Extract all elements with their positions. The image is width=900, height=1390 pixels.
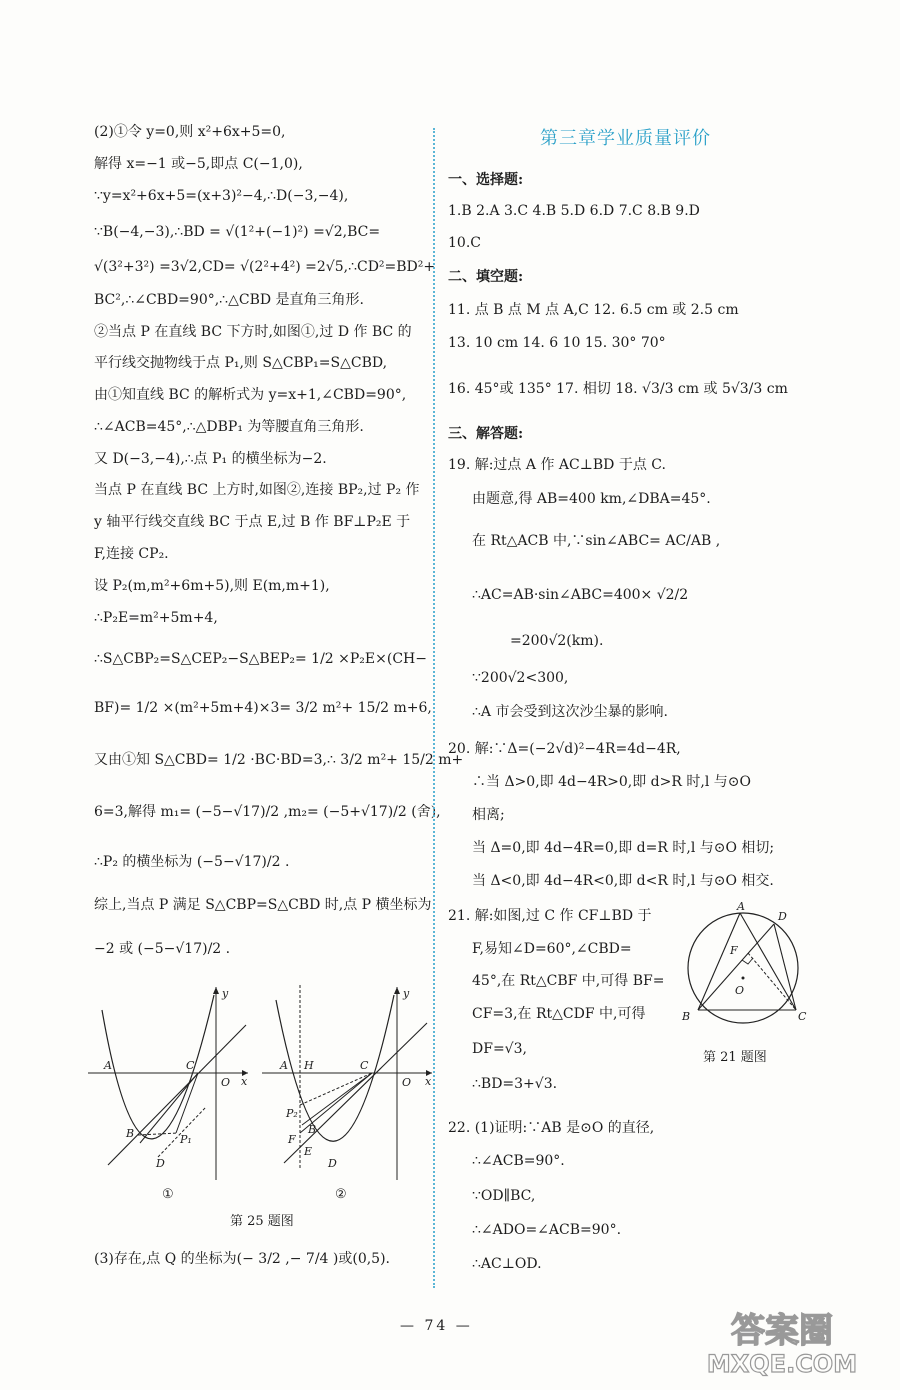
answer-line: 13. 10 cm 14. 6 10 15. 30° 70° (448, 335, 666, 351)
svg-text:P₂: P₂ (286, 1107, 298, 1120)
watermark-text-top: 答案圈 (731, 1311, 833, 1351)
text-line: 相离; (472, 807, 505, 823)
text-line: 又 D(−3,−4),∴点 P₁ 的横坐标为−2. (94, 451, 327, 467)
svg-text:B: B (682, 1010, 691, 1023)
text-line: ∴当 Δ>0,即 4d−4R>0,即 d>R 时,l 与⊙O (472, 774, 751, 790)
text-line: 当 Δ=0,即 4d−4R=0,即 d=R 时,l 与⊙O 相切; (472, 840, 775, 856)
watermark-logo (682, 1300, 882, 1380)
text-line: DF=√3, (472, 1041, 527, 1057)
watermark-text-bottom: MXQE.COM (706, 1350, 858, 1378)
text-line: 综上,当点 P 满足 S△CBP=S△CBD 时,点 P 横坐标为 (94, 897, 432, 913)
text-line: ②当点 P 在直线 BC 下方时,如图①,过 D 作 BC 的 (94, 324, 412, 340)
text-line: ∴∠ACB=45°,∴△DBP₁ 为等腰直角三角形. (94, 419, 364, 435)
svg-text:D: D (328, 1157, 337, 1170)
text-line: ∴P₂E=m²+5m+4, (94, 610, 218, 626)
svg-text:H: H (304, 1059, 314, 1072)
svg-text:E: E (304, 1145, 313, 1158)
answer-line: 10.C (448, 235, 481, 251)
answer-line: 11. 点 B 点 M 点 A,C 12. 6.5 cm 或 2.5 cm (448, 302, 739, 318)
text-line: ∴P₂ 的横坐标为 (−5−√17)/2 . (94, 854, 290, 870)
section-heading: 三、解答题: (448, 426, 524, 442)
parabola-figure-2 (262, 985, 437, 1185)
svg-text:P₁: P₁ (180, 1133, 192, 1146)
text-line: √(3²+3²) =3√2,CD= √(2²+4²) =2√5,∴CD²=BD²+ (94, 259, 436, 275)
text-line: y 轴平行线交直线 BC 于点 E,过 B 作 BF⊥P₂E 于 (94, 514, 411, 530)
text-line: 在 Rt△ACB 中,∵sin∠ABC= AC/AB , (472, 533, 721, 549)
svg-text:D: D (156, 1157, 165, 1170)
svg-text:O: O (221, 1076, 231, 1089)
answer-line: 1.B 2.A 3.C 4.B 5.D 6.D 7.C 8.B 9.D (448, 203, 700, 219)
circle-figure-21 (678, 898, 818, 1038)
text-line: 45°,在 Rt△CBF 中,可得 BF= (472, 973, 665, 989)
column-divider (433, 128, 435, 1288)
svg-text:F: F (288, 1133, 296, 1146)
svg-text:F: F (730, 944, 738, 957)
svg-text:x: x (241, 1075, 248, 1088)
text-line: ∴S△CBP₂=S△CEP₂−S△BEP₂= 1/2 ×P₂E×(CH− (94, 651, 427, 667)
svg-text:O: O (402, 1076, 412, 1089)
text-line: ∴∠ADO=∠ACB=90°. (472, 1222, 622, 1238)
text-line: BF)= 1/2 ×(m²+5m+4)×3= 3/2 m²+ 15/2 m+6, (94, 700, 432, 716)
text-line: 19. 解:过点 A 作 AC⊥BD 于点 C. (448, 457, 666, 473)
svg-text:B: B (126, 1127, 135, 1140)
text-line: F,连接 CP₂. (94, 546, 169, 562)
figure-21-caption: 第 21 题图 (703, 1050, 767, 1065)
text-line: ∵B(−4,−3),∴BD = √(1²+(−1)²) =√2,BC= (94, 224, 381, 240)
text-line: ∵200√2<300, (472, 670, 569, 686)
text-line: =200√2(km). (510, 633, 604, 649)
section-heading: 二、填空题: (448, 269, 524, 285)
answer-line: 16. 45°或 135° 17. 相切 18. √3/3 cm 或 5√3/3 cm (448, 381, 788, 397)
svg-text:C: C (186, 1059, 195, 1072)
text-line: −2 或 (−5−√17)/2 . (94, 941, 231, 957)
svg-text:B: B (308, 1123, 317, 1136)
text-line: CF=3,在 Rt△CDF 中,可得 (472, 1006, 646, 1022)
section-heading: 一、选择题: (448, 172, 524, 188)
svg-text:C: C (798, 1010, 807, 1023)
parabola-figure-1 (88, 985, 253, 1185)
chapter-title: 第三章学业质量评价 (540, 128, 711, 149)
svg-text:A: A (104, 1059, 112, 1072)
figure-label-1: ① (162, 1187, 174, 1202)
text-line: ∵OD∥BC, (472, 1188, 536, 1204)
text-line: 6=3,解得 m₁= (−5−√17)/2 ,m₂= (−5+√17)/2 (舍), (94, 804, 441, 820)
text-line: (2)①令 y=0,则 x²+6x+5=0, (94, 124, 286, 140)
svg-text:A: A (280, 1059, 288, 1072)
text-line: 又由①知 S△CBD= 1/2 ·BC·BD=3,∴ 3/2 m²+ 15/2 m+ (94, 752, 464, 768)
svg-text:O: O (735, 984, 745, 997)
text-line: ∴A 市会受到这次沙尘暴的影响. (472, 704, 668, 720)
text-line: 由①知直线 BC 的解析式为 y=x+1,∠CBD=90°, (94, 387, 407, 403)
text-line: ∴∠ACB=90°. (472, 1153, 565, 1169)
svg-text:D: D (778, 910, 787, 923)
text-line: 平行线交抛物线于点 P₁,则 S△CBP₁=S△CBD, (94, 355, 388, 371)
text-line: 当点 P 在直线 BC 上方时,如图②,连接 BP₂,过 P₂ 作 (94, 482, 420, 498)
text-line: 设 P₂(m,m²+6m+5),则 E(m,m+1), (94, 578, 330, 594)
svg-text:x: x (425, 1075, 432, 1088)
svg-text:C: C (360, 1059, 369, 1072)
svg-text:y: y (222, 987, 229, 1000)
text-line: ∵y=x²+6x+5=(x+3)²−4,∴D(−3,−4), (94, 188, 349, 204)
text-line: 当 Δ<0,即 4d−4R<0,即 d<R 时,l 与⊙O 相交. (472, 873, 774, 889)
text-line: 由题意,得 AB=400 km,∠DBA=45°. (472, 491, 711, 507)
text-line: ∴AC⊥OD. (472, 1256, 542, 1272)
figure-caption: 第 25 题图 (230, 1214, 294, 1229)
figure-label-2: ② (335, 1187, 347, 1202)
svg-text:y: y (403, 987, 410, 1000)
text-line: 21. 解:如图,过 C 作 CF⊥BD 于 (448, 908, 652, 924)
text-line: 22. (1)证明:∵AB 是⊙O 的直径, (448, 1120, 655, 1136)
text-line: 解得 x=−1 或−5,即点 C(−1,0), (94, 156, 303, 172)
page-number: — 74 — (400, 1318, 473, 1334)
text-line: ∴AC=AB·sin∠ABC=400× √2/2 (472, 587, 689, 603)
text-line: ∴BD=3+√3. (472, 1076, 558, 1092)
svg-text:A: A (737, 900, 745, 913)
text-line: F,易知∠D=60°,∠CBD= (472, 941, 632, 957)
text-line: 20. 解:∵Δ=(−2√d)²−4R=4d−4R, (448, 741, 681, 757)
text-line: (3)存在,点 Q 的坐标为(− 3/2 ,− 7/4 )或(0,5). (94, 1251, 390, 1267)
text-line: BC²,∴∠CBD=90°,∴△CBD 是直角三角形. (94, 292, 364, 308)
